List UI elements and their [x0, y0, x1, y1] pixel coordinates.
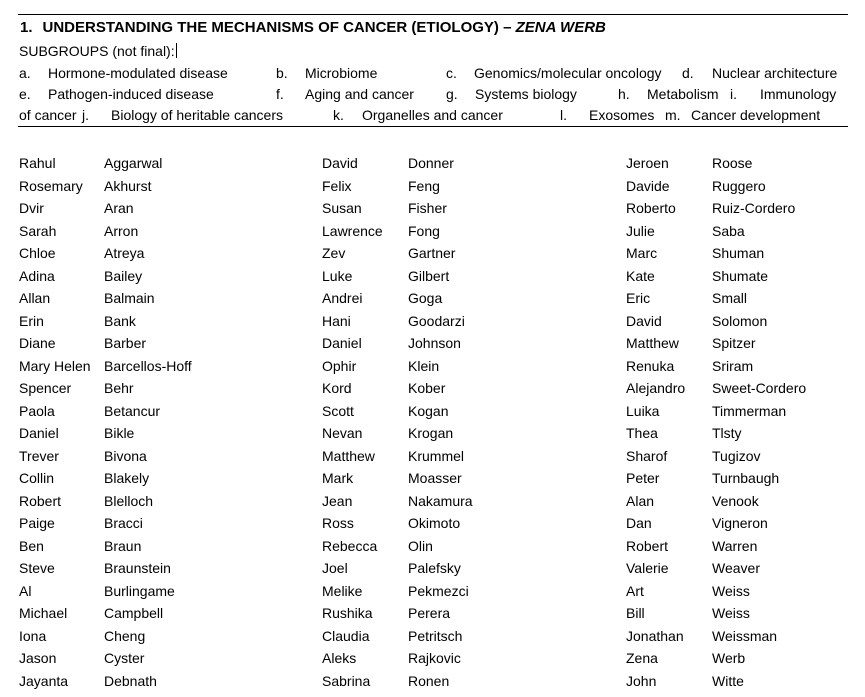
first-name: Joel [322, 560, 348, 576]
first-name: Lawrence [322, 222, 383, 239]
last-name: Cheng [104, 627, 146, 644]
last-name: Venook [712, 492, 759, 509]
subgroup-item: Nuclear architecture [712, 65, 838, 81]
subgroup-item: Exosomes [589, 107, 655, 123]
first-name: Iona [19, 627, 47, 644]
last-name: Vigneron [712, 515, 768, 531]
last-name: Cyster [104, 650, 145, 666]
subgroup-letter: f. [276, 86, 284, 102]
first-name: Paige [19, 515, 55, 531]
first-name: Collin [19, 470, 55, 486]
last-name: Kober [408, 380, 446, 396]
first-name: Kate [626, 267, 655, 284]
first-name: Daniel [19, 425, 59, 441]
subgroup-letter: g. [446, 86, 458, 102]
first-name: Matthew [626, 335, 679, 351]
last-name: Bracci [104, 515, 143, 531]
last-name: Timmerman [712, 402, 787, 419]
first-name: Thea [626, 425, 658, 441]
last-name: Shumate [712, 267, 769, 284]
first-name: Mark [322, 470, 354, 486]
subgroup-letter: b. [276, 65, 288, 81]
first-name: Rosemary [19, 177, 83, 194]
last-name: Fisher [408, 200, 447, 216]
first-name: Daniel [322, 335, 362, 351]
last-name: Klein [408, 357, 440, 374]
first-name: Robert [19, 492, 62, 509]
last-name: Campbell [104, 605, 164, 621]
last-name: Braunstein [104, 560, 171, 576]
first-name: Michael [19, 605, 68, 621]
first-name: Andrei [322, 290, 363, 306]
subgroup-letter: e. [19, 86, 31, 102]
first-name: Rahul [19, 155, 56, 171]
subgroup-letter: a. [19, 65, 31, 81]
first-name: Peter [626, 470, 660, 486]
subgroup-letter: k. [333, 107, 344, 123]
last-name: Goodarzi [408, 312, 465, 329]
last-name: Ronen [408, 672, 450, 689]
first-name: Nevan [322, 425, 363, 441]
first-name: Erin [19, 312, 44, 329]
first-name: Ophir [322, 357, 357, 374]
first-name: David [626, 312, 662, 329]
first-name: Paola [19, 402, 55, 419]
last-name: Rajkovic [408, 650, 461, 666]
last-name: Balmain [104, 290, 155, 306]
last-name: Roose [712, 155, 753, 171]
last-name: Weiss [712, 605, 750, 621]
first-name: Ben [19, 537, 44, 554]
subgroup-item: Biology of heritable cancers [111, 107, 283, 123]
last-name: Sriram [712, 357, 754, 374]
last-name: Tlsty [712, 425, 742, 441]
first-name: Eric [626, 290, 651, 306]
first-name: Spencer [19, 380, 72, 396]
last-name: Olin [408, 537, 433, 554]
first-name: Claudia [322, 627, 370, 644]
last-name: Kogan [408, 402, 449, 419]
last-name: Atreya [104, 245, 145, 261]
subgroup-letter: i. [730, 86, 737, 102]
last-name: Akhurst [104, 177, 152, 194]
first-name: Allan [19, 290, 51, 306]
first-name: Luke [322, 267, 353, 284]
first-name: John [626, 672, 657, 689]
last-name: Barber [104, 335, 147, 351]
last-name: Ruiz-Cordero [712, 200, 796, 216]
first-name: Julie [626, 222, 655, 239]
last-name: Bivona [104, 447, 147, 464]
last-name: Gartner [408, 245, 456, 261]
first-name: Sabrina [322, 672, 371, 689]
last-name: Spitzer [712, 335, 756, 351]
last-name: Weaver [712, 560, 760, 576]
last-name: Shuman [712, 245, 765, 261]
first-name: Diane [19, 335, 56, 351]
first-name: Adina [19, 267, 55, 284]
first-name: Jayanta [19, 672, 69, 689]
first-name: Zena [626, 650, 658, 666]
section-number: 1. [20, 19, 33, 36]
first-name: Hani [322, 312, 351, 329]
first-name: Matthew [322, 447, 375, 464]
last-name: Johnson [408, 335, 461, 351]
first-name: Ross [322, 515, 354, 531]
last-name: Bikle [104, 425, 135, 441]
first-name: David [322, 155, 358, 171]
subgroup-item: of cancer [19, 107, 77, 123]
first-name: Rushika [322, 605, 373, 621]
last-name: Gilbert [408, 267, 450, 284]
subgroup-letter: j. [82, 107, 89, 123]
first-name: Art [626, 582, 644, 599]
last-name: Small [712, 290, 748, 306]
subgroup-item: Genomics/molecular oncology [474, 65, 662, 81]
last-name: Donner [408, 155, 454, 171]
last-name: Witte [712, 672, 744, 689]
last-name: Braun [104, 537, 142, 554]
section-title: UNDERSTANDING THE MECHANISMS OF CANCER (ETIOLOGY) – [42, 19, 516, 36]
first-name: Rebecca [322, 537, 378, 554]
first-name: Dvir [19, 200, 44, 216]
last-name: Arron [104, 222, 139, 239]
last-name: Palefsky [408, 560, 461, 576]
last-name: Blelloch [104, 492, 154, 509]
subgroup-item: Aging and cancer [305, 86, 414, 102]
first-name: Renuka [626, 357, 675, 374]
last-name: Sweet-Cordero [712, 380, 807, 396]
first-name: Bill [626, 605, 645, 621]
first-name: Trever [19, 447, 59, 464]
last-name: Weissman [712, 627, 778, 644]
subgroup-letter: d. [682, 65, 694, 81]
last-name: Bank [104, 312, 136, 329]
first-name: Jason [19, 650, 57, 666]
first-name: Melike [322, 582, 363, 599]
first-name: Mary Helen [19, 357, 91, 374]
last-name: Perera [408, 605, 451, 621]
first-name: Aleks [322, 650, 357, 666]
last-name: Krogan [408, 425, 454, 441]
first-name: Davide [626, 177, 670, 194]
first-name: Felix [322, 177, 352, 194]
last-name: Blakely [104, 470, 150, 486]
subgroup-item: Cancer development [691, 107, 821, 123]
last-name: Saba [712, 222, 745, 239]
last-name: Nakamura [408, 492, 473, 509]
last-name: Warren [712, 537, 758, 554]
last-name: Krummel [408, 447, 465, 464]
last-name: Petritsch [408, 627, 463, 644]
first-name: Valerie [626, 560, 669, 576]
first-name: Alan [626, 492, 655, 509]
subgroup-item: Hormone-modulated disease [48, 65, 228, 81]
subgroup-letter: h. [618, 86, 630, 102]
subgroup-letter: l. [560, 107, 567, 123]
subgroup-item: Microbiome [305, 65, 378, 81]
last-name: Goga [408, 290, 443, 306]
section-author: ZENA WERB [515, 19, 606, 36]
subgroups-label-text: SUBGROUPS (not final): [19, 43, 175, 59]
first-name: Roberto [626, 200, 676, 216]
first-name: Alejandro [626, 380, 686, 396]
last-name: Debnath [104, 672, 157, 689]
first-name: Susan [322, 200, 362, 216]
last-name: Barcellos-Hoff [104, 357, 192, 374]
first-name: Jeroen [626, 155, 669, 171]
first-name: Scott [322, 402, 354, 419]
first-name: Luika [626, 402, 660, 419]
subgroup-letter: m. [665, 107, 681, 123]
last-name: Okimoto [408, 515, 461, 531]
last-name: Turnbaugh [712, 470, 780, 486]
last-name: Betancur [104, 402, 161, 419]
first-name: Jonathan [626, 627, 684, 644]
subgroup-item: Metabolism [647, 86, 719, 102]
first-name: Jean [322, 492, 353, 509]
first-name: Dan [626, 515, 652, 531]
subgroup-item: Systems biology [475, 86, 577, 102]
subgroup-letter: c. [446, 65, 457, 81]
first-name: Zev [322, 245, 346, 261]
last-name: Burlingame [104, 582, 175, 599]
subgroup-item: Organelles and cancer [362, 107, 503, 123]
last-name: Aggarwal [104, 155, 163, 171]
last-name: Bailey [104, 267, 143, 284]
subgroup-item: Immunology [760, 86, 837, 102]
first-name: Robert [626, 537, 669, 554]
last-name: Aran [104, 200, 134, 216]
last-name: Behr [104, 380, 134, 396]
last-name: Tugizov [712, 447, 761, 464]
first-name: Sarah [19, 222, 57, 239]
last-name: Weiss [712, 582, 750, 599]
last-name: Pekmezci [408, 582, 469, 599]
first-name: Al [19, 582, 32, 599]
first-name: Steve [19, 560, 55, 576]
first-name: Marc [626, 245, 658, 261]
last-name: Feng [408, 177, 440, 194]
subgroup-item: Pathogen-induced disease [48, 86, 214, 102]
last-name: Moasser [408, 470, 462, 486]
first-name: Kord [322, 380, 352, 396]
last-name: Werb [712, 650, 746, 666]
last-name: Fong [408, 222, 440, 239]
last-name: Ruggero [712, 177, 766, 194]
first-name: Chloe [19, 245, 56, 261]
last-name: Solomon [712, 312, 768, 329]
first-name: Sharof [626, 447, 668, 464]
